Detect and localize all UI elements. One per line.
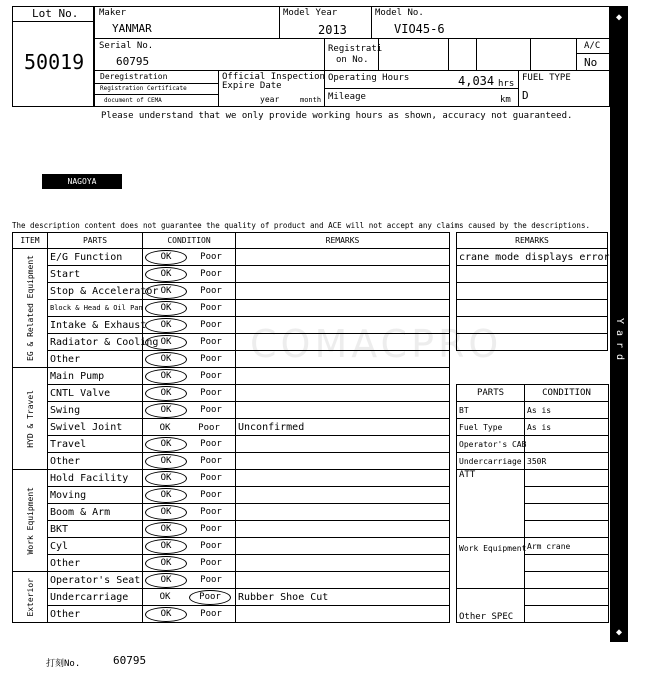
remark-cell xyxy=(236,470,450,487)
remark-cell xyxy=(236,283,450,300)
part-name: BKT xyxy=(48,521,143,538)
group-label xyxy=(13,572,48,623)
condition-cell xyxy=(143,538,236,555)
remark-cell xyxy=(236,402,450,419)
spec-part: Fuel Type xyxy=(457,419,525,436)
poor-mark: Poor xyxy=(200,540,222,551)
table-row xyxy=(13,419,450,436)
ok-mark: OK xyxy=(145,522,187,537)
remark-cell xyxy=(236,572,450,589)
poor-mark: Poor xyxy=(200,574,222,585)
remark-cell xyxy=(236,555,450,572)
model-year-value: 2013 xyxy=(318,23,347,37)
spec-condition xyxy=(525,436,609,453)
part-name: Cyl xyxy=(48,538,143,555)
att-label: ATT xyxy=(457,470,525,538)
hours-unit: hrs xyxy=(498,79,515,89)
part-name: Block & Head & Oil Pan xyxy=(48,300,143,317)
ac-value: No xyxy=(584,56,598,69)
remark-cell xyxy=(236,436,450,453)
table-row xyxy=(13,436,450,453)
mileage-label: Mileage xyxy=(328,92,366,102)
engraving-label: 打刻No. xyxy=(46,659,81,669)
work-equipment-extra xyxy=(525,572,609,589)
poor-mark: Poor xyxy=(200,506,222,517)
remark-line xyxy=(457,300,608,317)
condition-cell xyxy=(143,419,236,436)
remark-cell xyxy=(236,487,450,504)
condition-cell xyxy=(143,487,236,504)
ok-mark: OK xyxy=(145,352,187,367)
right-parts-table xyxy=(456,384,609,623)
poor-mark: Poor xyxy=(200,455,222,466)
lot-number: 50019 xyxy=(24,50,85,74)
work-equipment-label: Work Equipment xyxy=(457,538,525,589)
part-name: Travel xyxy=(48,436,143,453)
poor-mark: Poor xyxy=(200,251,222,262)
ok-mark: OK xyxy=(159,591,171,602)
col-header-condition: CONDITION xyxy=(143,233,236,249)
remark-cell: Rubber Shoe Cut xyxy=(236,589,450,606)
parts-header: PARTS xyxy=(457,385,525,402)
ok-mark: OK xyxy=(145,573,187,588)
mileage-unit: km xyxy=(500,95,511,105)
condition-header: CONDITION xyxy=(525,385,609,402)
ac-label: A/C xyxy=(584,41,601,51)
table-row xyxy=(13,470,450,487)
table-row xyxy=(13,453,450,470)
poor-mark: Poor xyxy=(200,353,222,364)
model-year-label: Model Year xyxy=(283,8,338,18)
poor-mark: Poor xyxy=(200,285,222,296)
hours-value: 4,034 xyxy=(458,74,495,88)
remark-cell xyxy=(236,300,450,317)
poor-mark: Poor xyxy=(200,438,222,449)
table-row xyxy=(13,589,450,606)
col-header-item: ITEM xyxy=(13,233,48,249)
spec-condition: As is xyxy=(525,402,609,419)
part-name: Hold Facility xyxy=(48,470,143,487)
part-name: Other xyxy=(48,351,143,368)
condition-grid xyxy=(12,232,450,623)
part-name: Undercarriage xyxy=(48,589,143,606)
poor-mark: Poor xyxy=(200,387,222,398)
part-name: Stop & Accelerator xyxy=(48,283,143,300)
deregistration-line1: Registration Certificate xyxy=(100,85,187,92)
table-row xyxy=(13,249,450,266)
table-row xyxy=(13,504,450,521)
maker-value: YANMAR xyxy=(112,22,152,35)
condition-cell xyxy=(143,436,236,453)
poor-mark: Poor xyxy=(200,336,222,347)
condition-cell xyxy=(143,504,236,521)
remark-cell xyxy=(236,504,450,521)
table-row xyxy=(13,368,450,385)
part-name: Other xyxy=(48,453,143,470)
table-row xyxy=(13,606,450,623)
poor-mark: Poor xyxy=(200,404,222,415)
table-row xyxy=(13,572,450,589)
lot-label: Lot No. xyxy=(32,7,79,20)
ok-mark: OK xyxy=(145,250,187,265)
work-equipment-extra xyxy=(525,555,609,572)
ok-mark: OK xyxy=(145,437,187,452)
poor-mark: Poor xyxy=(198,422,220,433)
poor-mark: Poor xyxy=(200,489,222,500)
poor-mark: Poor xyxy=(200,302,222,313)
serial-label: Serial No. xyxy=(99,41,154,51)
spec-part: BT xyxy=(457,402,525,419)
hours-label: Operating Hours xyxy=(328,73,410,83)
att-value xyxy=(525,487,609,504)
poor-mark: Poor xyxy=(200,557,222,568)
condition-cell xyxy=(143,266,236,283)
remark-line xyxy=(457,266,608,283)
ok-mark: OK xyxy=(145,284,187,299)
part-name: Main Pump xyxy=(48,368,143,385)
condition-cell xyxy=(143,385,236,402)
part-name: E/G Function xyxy=(48,249,143,266)
spec-part: Undercarriage xyxy=(457,453,525,470)
group-label-text: Exterior xyxy=(25,577,35,617)
table-row xyxy=(13,385,450,402)
part-name: Intake & Exhaust xyxy=(48,317,143,334)
remark-cell xyxy=(236,266,450,283)
spec-condition: As is xyxy=(525,419,609,436)
condition-cell xyxy=(143,589,236,606)
part-name: Other xyxy=(48,555,143,572)
poor-mark: Poor xyxy=(200,472,222,483)
part-name: Boom & Arm xyxy=(48,504,143,521)
poor-mark: Poor xyxy=(200,608,222,619)
group-label-text: EG & Related Equipment xyxy=(25,255,35,361)
spec-condition: 350R xyxy=(525,453,609,470)
group-label xyxy=(13,368,48,470)
ok-mark: OK xyxy=(145,318,187,333)
ok-mark: OK xyxy=(159,422,171,433)
model-no-label: Model No. xyxy=(375,8,424,18)
location-sidebar xyxy=(610,6,643,643)
table-row xyxy=(13,266,450,283)
parts-grid xyxy=(456,384,609,623)
part-name: Operator's Seat xyxy=(48,572,143,589)
model-no-value: VIO45-6 xyxy=(394,22,445,36)
ok-mark: OK xyxy=(145,403,187,418)
part-name: Moving xyxy=(48,487,143,504)
condition-cell xyxy=(143,317,236,334)
inspection-label-1: Official Inspection xyxy=(222,72,325,82)
condition-cell xyxy=(143,453,236,470)
deregistration-label: Deregistration xyxy=(100,72,168,81)
group-label xyxy=(13,470,48,572)
serial-value: 60795 xyxy=(116,55,150,68)
condition-cell xyxy=(143,249,236,266)
att-value xyxy=(525,504,609,521)
engraving-value: 60795 xyxy=(113,654,147,667)
group-label-text: HYD & Travel xyxy=(25,389,35,448)
remark-cell xyxy=(236,538,450,555)
condition-cell xyxy=(143,606,236,623)
fuel-type-label: FUEL TYPE xyxy=(522,73,571,83)
condition-cell xyxy=(143,351,236,368)
poor-mark: Poor xyxy=(200,319,222,330)
table-row xyxy=(13,538,450,555)
spec-part: Operator's CAB xyxy=(457,436,525,453)
diamond-icon-bottom: ◆ xyxy=(615,627,623,638)
remark-cell xyxy=(236,606,450,623)
condition-cell xyxy=(143,572,236,589)
registration-label-1: Registrati xyxy=(328,44,383,54)
remark-cell xyxy=(236,368,450,385)
inspection-label-2: Expire Date xyxy=(222,81,282,91)
poor-mark: Poor xyxy=(200,523,222,534)
remark-cell xyxy=(236,453,450,470)
inspection-month: month xyxy=(300,96,322,104)
ok-mark: OK xyxy=(145,369,187,384)
part-name: Other xyxy=(48,606,143,623)
part-name: Swivel Joint xyxy=(48,419,143,436)
maker-label: Maker xyxy=(99,8,127,18)
location-tag: NAGOYA xyxy=(42,174,122,189)
deregistration-line2: document of CEMA xyxy=(104,97,162,104)
other-spec-value xyxy=(525,606,609,623)
condition-cell xyxy=(143,368,236,385)
col-header-parts: PARTS xyxy=(48,233,143,249)
disclaimer: The description content does not guarantee the quality of product and ACE will not accept any claims caused by the descriptions. xyxy=(12,221,590,230)
remark-cell: Unconfirmed xyxy=(236,419,450,436)
ok-mark: OK xyxy=(145,471,187,486)
remark-cell xyxy=(236,249,450,266)
part-name: Start xyxy=(48,266,143,283)
condition-cell xyxy=(143,300,236,317)
group-label-text: Work Equipment xyxy=(25,486,35,555)
table-row xyxy=(13,555,450,572)
work-equipment-value: Arm crane xyxy=(525,538,609,555)
condition-cell xyxy=(143,283,236,300)
ok-mark: OK xyxy=(145,386,187,401)
table-row xyxy=(13,487,450,504)
poor-mark: Poor xyxy=(200,370,222,381)
ok-mark: OK xyxy=(145,556,187,571)
remark-cell xyxy=(236,521,450,538)
ok-mark: OK xyxy=(145,454,187,469)
condition-cell xyxy=(143,334,236,351)
remark-cell xyxy=(236,385,450,402)
diamond-icon-top: ◆ xyxy=(615,12,623,23)
part-name: CNTL Valve xyxy=(48,385,143,402)
col-header-remarks: REMARKS xyxy=(236,233,450,249)
att-value xyxy=(525,521,609,538)
poor-mark: Poor xyxy=(200,268,222,279)
remark-line: crane mode displays error xyxy=(457,249,608,266)
ok-mark: OK xyxy=(145,335,187,350)
other-spec-label: Other SPEC xyxy=(457,589,525,623)
ok-mark: OK xyxy=(145,505,187,520)
att-value xyxy=(525,470,609,487)
inspection-year: year xyxy=(260,95,280,104)
part-name: Swing xyxy=(48,402,143,419)
poor-mark: Poor xyxy=(189,590,231,605)
registration-label-2: on No. xyxy=(336,55,369,65)
other-spec-value xyxy=(525,589,609,606)
table-row xyxy=(13,521,450,538)
group-label xyxy=(13,249,48,368)
condition-cell xyxy=(143,521,236,538)
ok-mark: OK xyxy=(145,539,187,554)
ok-mark: OK xyxy=(145,267,187,282)
hours-notice: Please understand that we only provide working hours as shown, accuracy not guaranteed. xyxy=(101,111,573,121)
condition-table xyxy=(12,232,450,623)
condition-cell xyxy=(143,470,236,487)
watermark: COMACPRO xyxy=(250,322,503,366)
fuel-type-value: D xyxy=(522,89,529,102)
ok-mark: OK xyxy=(145,607,187,622)
table-row xyxy=(13,283,450,300)
table-row xyxy=(13,402,450,419)
sidebar-text: Please note that this machine is located in Nagoya Yard xyxy=(614,41,643,643)
ok-mark: OK xyxy=(145,488,187,503)
remarks-header: REMARKS xyxy=(457,233,608,249)
table-row xyxy=(13,300,450,317)
condition-cell xyxy=(143,402,236,419)
part-name: Radiator & Cooling xyxy=(48,334,143,351)
condition-cell xyxy=(143,555,236,572)
remark-line xyxy=(457,283,608,300)
ok-mark: OK xyxy=(145,301,187,316)
